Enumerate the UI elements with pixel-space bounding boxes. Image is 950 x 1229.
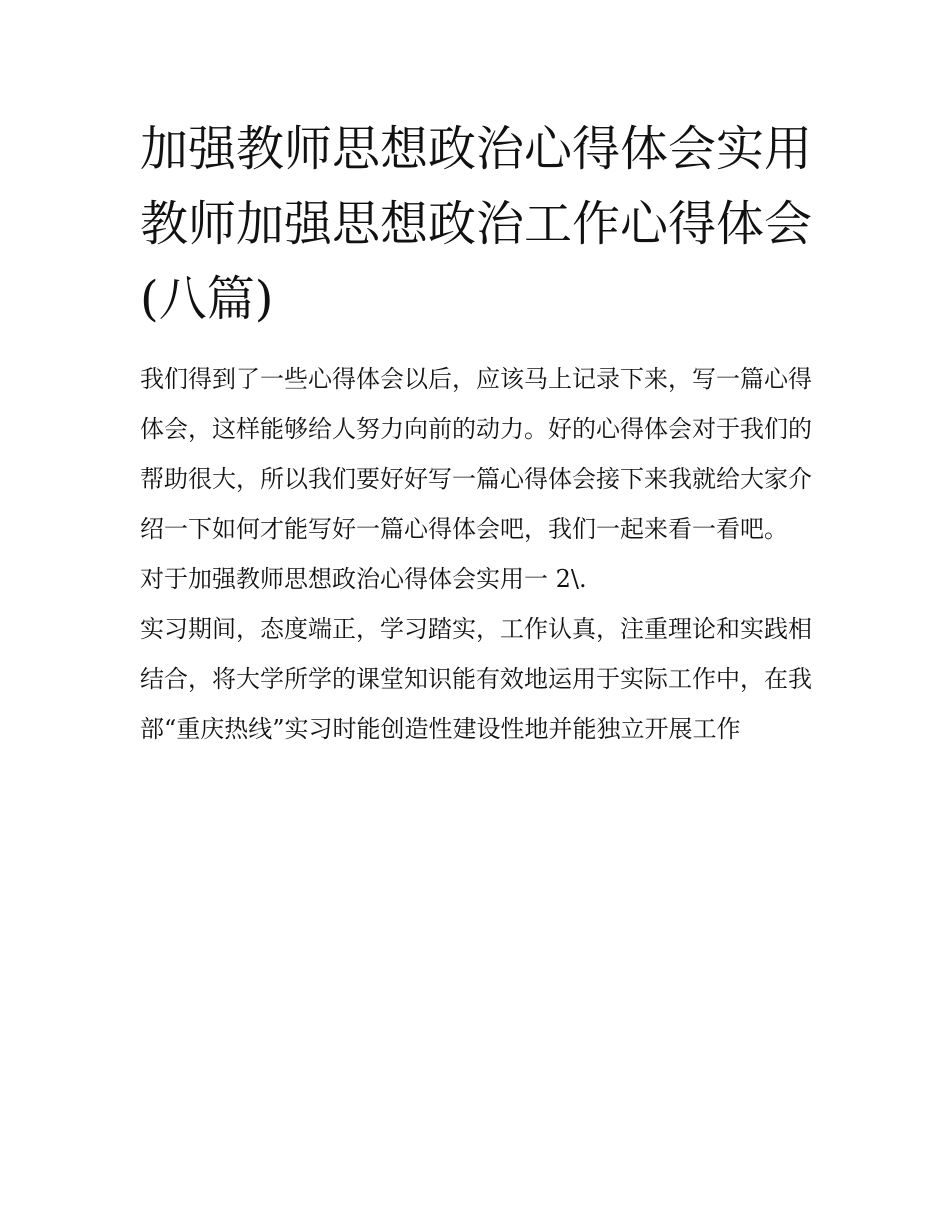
document-body xyxy=(140,112,815,754)
body-paragraph: 实习期间，态度端正，学习踏实，工作认真，注重理论和实践相结合，将大学所学的课堂知识能有效地运用于实际工作中，在我部“重庆热线”实习时能创造性建设性地并能独立开展工作 xyxy=(140,615,812,743)
section-heading-paragraph: 对于加强教师思想政治心得体会实用一 2\. xyxy=(140,565,587,593)
intro-paragraph: 我们得到了一些心得体会以后，应该马上记录下来，写一篇心得体会，这样能够给人努力向前的动力。好的心得体会对于我们的帮助很大，所以我们要好好写一篇心得体会接下来我就给大家介绍一下如何才能写好一篇心得体会吧，我们一起来看一看吧。 xyxy=(140,365,812,543)
document-title: 加强教师思想政治心得体会实用 教师加强思想政治工作心得体会(八篇) xyxy=(140,121,813,327)
